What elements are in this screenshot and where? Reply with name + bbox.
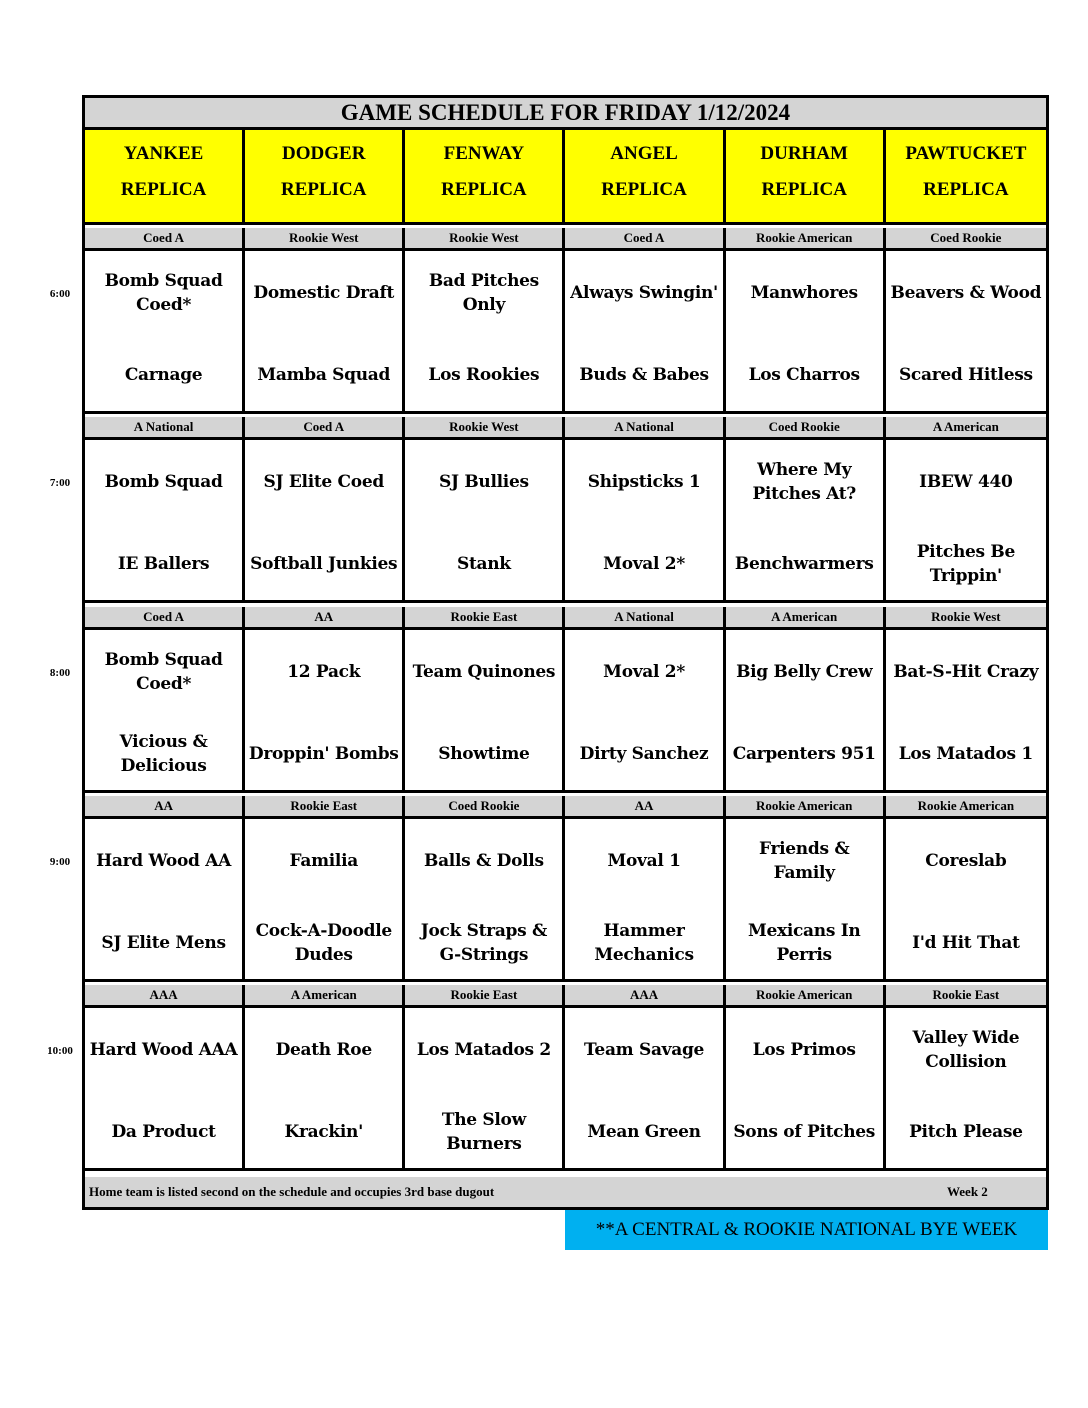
division-row <box>85 607 1046 630</box>
division-label: Coed Rookie <box>726 417 886 437</box>
away-team: Bomb Squad Coed* <box>104 271 223 315</box>
away-team: Moval 1 <box>607 850 681 871</box>
division-label: AA <box>245 607 405 627</box>
division-label: Coed Rookie <box>930 230 1002 245</box>
away-team: Manwhores <box>750 283 858 303</box>
game-cell <box>565 819 725 979</box>
away-team: Bat-S-Hit Crazy <box>893 661 1039 682</box>
away-team: SJ Elite Coed <box>263 472 384 493</box>
home-team: Los Matados 1 <box>898 743 1033 764</box>
field-angel <box>565 130 725 225</box>
away-team: SJ Bullies <box>439 472 529 493</box>
away-team: Domestic Draft <box>253 283 395 303</box>
division-label: AA <box>565 796 725 816</box>
away-team: Shipsticks 1 <box>587 472 701 493</box>
division-label: Rookie American <box>726 796 886 816</box>
time-slot <box>85 607 1046 796</box>
away-team: Where My Pitches At? <box>752 460 856 505</box>
division-row <box>85 417 1046 440</box>
time-slot <box>85 985 1046 1174</box>
field-sub: REPLICA <box>280 179 367 200</box>
division-label: Coed A <box>85 607 245 627</box>
game-cell <box>85 440 245 600</box>
game-cell <box>565 251 725 411</box>
field-name: PAWTUCKET <box>905 143 1027 164</box>
home-team: Carnage <box>124 365 203 385</box>
home-team: Droppin' Bombs <box>248 743 399 764</box>
division-label: A American <box>932 419 999 435</box>
division-label: Coed A <box>85 228 245 248</box>
game-cell <box>886 630 1046 790</box>
game-cell <box>85 251 245 411</box>
game-cell <box>726 819 886 979</box>
games-row <box>85 251 1046 414</box>
division-label: A American <box>726 607 886 627</box>
field-yankee <box>85 130 245 225</box>
time-slot <box>85 417 1046 606</box>
division-label: Coed A <box>245 417 405 437</box>
home-team: Da Product <box>111 1122 216 1143</box>
division-label: A National <box>565 607 725 627</box>
games-row <box>85 630 1046 793</box>
home-team: Mean Green <box>587 1122 701 1143</box>
away-team: IBEW 440 <box>919 472 1013 493</box>
away-team: Death Roe <box>275 1040 372 1061</box>
time-slot <box>85 228 1046 417</box>
field-fenway <box>405 130 565 225</box>
away-team: Big Belly Crew <box>736 661 873 682</box>
away-team: 12 Pack <box>287 661 361 682</box>
home-team: Hammer Mechanics <box>594 920 694 965</box>
game-cell <box>85 1008 245 1168</box>
division-label: Rookie West <box>931 608 1001 624</box>
game-cell <box>245 1008 405 1168</box>
field-sub: REPLICA <box>923 179 1009 200</box>
home-team: IE Ballers <box>117 554 210 575</box>
division-label: A National <box>565 417 725 437</box>
away-team: Hard Wood AAA <box>89 1040 238 1061</box>
field-name: DURHAM <box>760 143 848 164</box>
field-durham <box>726 130 886 225</box>
field-pawtucket <box>886 130 1046 225</box>
game-cell <box>565 440 725 600</box>
field-name: FENWAY <box>443 143 525 164</box>
division-label: Rookie American <box>726 228 886 248</box>
field-header-row <box>85 130 1046 225</box>
away-team: Friends & Family <box>759 838 850 883</box>
away-team: Familia <box>289 850 358 871</box>
home-team: Krackin' <box>284 1122 363 1143</box>
division-label: AAA <box>565 985 725 1005</box>
game-cell <box>405 630 565 790</box>
division-label: Coed A <box>565 228 725 248</box>
game-cell <box>85 630 245 790</box>
game-cell <box>565 630 725 790</box>
away-team: Bomb Squad Coed* <box>104 649 223 694</box>
division-label: Rookie West <box>405 228 565 248</box>
division-label: Rookie American <box>917 797 1015 813</box>
game-cell <box>405 819 565 979</box>
game-cell <box>405 440 565 600</box>
home-team: Pitches Be Trippin' <box>916 542 1015 587</box>
away-team: Team Savage <box>584 1040 705 1061</box>
game-cell <box>726 1008 886 1168</box>
home-team: Carpenters 951 <box>732 743 876 764</box>
home-team: Vicious & Delicious <box>119 731 208 776</box>
home-team: Buds & Babes <box>579 365 709 385</box>
division-label: Rookie West <box>245 228 405 248</box>
field-name: YANKEE <box>123 143 204 164</box>
home-team: Moval 2* <box>603 554 685 575</box>
time-label: 9:00 <box>49 855 71 868</box>
schedule-table <box>82 95 1049 1210</box>
away-team: Balls & Dolls <box>424 850 544 871</box>
division-label: AA <box>85 796 245 816</box>
home-team: Jock Straps & G-Strings <box>420 920 548 965</box>
division-row <box>85 985 1046 1008</box>
division-label: Rookie East <box>405 985 565 1005</box>
home-team: Mamba Squad <box>257 365 391 385</box>
division-label: Rookie American <box>726 985 886 1005</box>
division-label: Coed Rookie <box>405 796 565 816</box>
field-name: ANGEL <box>610 143 678 164</box>
away-team: Always Swingin' <box>570 283 718 303</box>
home-team: The Slow Burners <box>441 1110 526 1155</box>
game-cell <box>245 440 405 600</box>
home-team: I'd Hit That <box>912 932 1020 953</box>
field-dodger <box>245 130 405 225</box>
home-team: Sons of Pitches <box>733 1122 876 1143</box>
home-team: Benchwarmers <box>734 554 874 575</box>
game-cell <box>726 251 886 411</box>
game-cell <box>85 819 245 979</box>
home-team: SJ Elite Mens <box>101 932 226 953</box>
division-label: A National <box>85 417 245 437</box>
away-team: Team Quinones <box>412 661 556 682</box>
division-label: Rookie East <box>245 796 405 816</box>
time-label: 10:00 <box>47 1045 73 1058</box>
home-team: Dirty Sanchez <box>579 743 709 764</box>
field-sub: REPLICA <box>761 179 847 200</box>
division-label: Rookie East <box>405 607 565 627</box>
field-sub: REPLICA <box>441 179 527 200</box>
game-cell <box>405 1008 565 1168</box>
game-cell <box>245 630 405 790</box>
away-team: Bomb Squad <box>104 472 223 493</box>
division-label: A American <box>245 985 405 1005</box>
away-team: Moval 2* <box>603 661 685 682</box>
game-cell <box>886 819 1046 979</box>
away-team: Los Primos <box>752 1040 856 1061</box>
home-team: Pitch Please <box>909 1122 1023 1143</box>
away-team: Beavers & Wood <box>890 283 1042 303</box>
game-cell <box>245 251 405 411</box>
home-team: Softball Junkies <box>250 554 398 575</box>
time-label: 7:00 <box>49 477 71 490</box>
game-cell <box>245 819 405 979</box>
schedule-title: GAME SCHEDULE FOR FRIDAY 1/12/2024 <box>85 98 1046 130</box>
bye-week-notice: **A CENTRAL & ROOKIE NATIONAL BYE WEEK <box>565 1210 1048 1250</box>
away-team: Bad Pitches Only <box>428 271 539 315</box>
time-label: 6:00 <box>49 288 71 300</box>
field-sub: REPLICA <box>120 179 207 200</box>
away-team: Hard Wood AA <box>96 850 231 871</box>
games-row <box>85 819 1046 982</box>
game-cell <box>886 440 1046 600</box>
division-label: Rookie East <box>932 987 1000 1003</box>
week-label: Week 2 <box>947 1184 988 1199</box>
time-slot <box>85 796 1046 985</box>
home-team: Showtime <box>438 743 530 764</box>
game-cell <box>726 630 886 790</box>
division-row <box>85 796 1046 819</box>
home-team: Los Charros <box>748 365 860 385</box>
game-cell <box>886 1008 1046 1168</box>
division-label: AAA <box>85 985 245 1005</box>
game-cell <box>565 1008 725 1168</box>
home-team: Scared Hitless <box>898 365 1033 385</box>
field-sub: REPLICA <box>601 179 687 200</box>
division-label: Rookie West <box>405 417 565 437</box>
home-team: Cock-A-Doodle Dudes <box>255 920 392 965</box>
home-team: Mexicans In Perris <box>747 920 861 965</box>
away-team: Coreslab <box>925 850 1007 871</box>
game-cell <box>726 440 886 600</box>
schedule-footer <box>85 1177 1046 1207</box>
games-row <box>85 440 1046 603</box>
game-cell <box>405 251 565 411</box>
home-team: Los Rookies <box>428 365 540 385</box>
games-row <box>85 1008 1046 1171</box>
time-label: 8:00 <box>49 666 71 679</box>
division-row <box>85 228 1046 251</box>
home-team: Stank <box>456 554 511 575</box>
field-name: DODGER <box>282 143 366 164</box>
away-team: Valley Wide Collision <box>912 1028 1020 1073</box>
game-cell <box>886 251 1046 411</box>
home-team-note: Home team is listed second on the schedule and occupies 3rd base dugout <box>89 1184 495 1199</box>
away-team: Los Matados 2 <box>416 1040 551 1061</box>
